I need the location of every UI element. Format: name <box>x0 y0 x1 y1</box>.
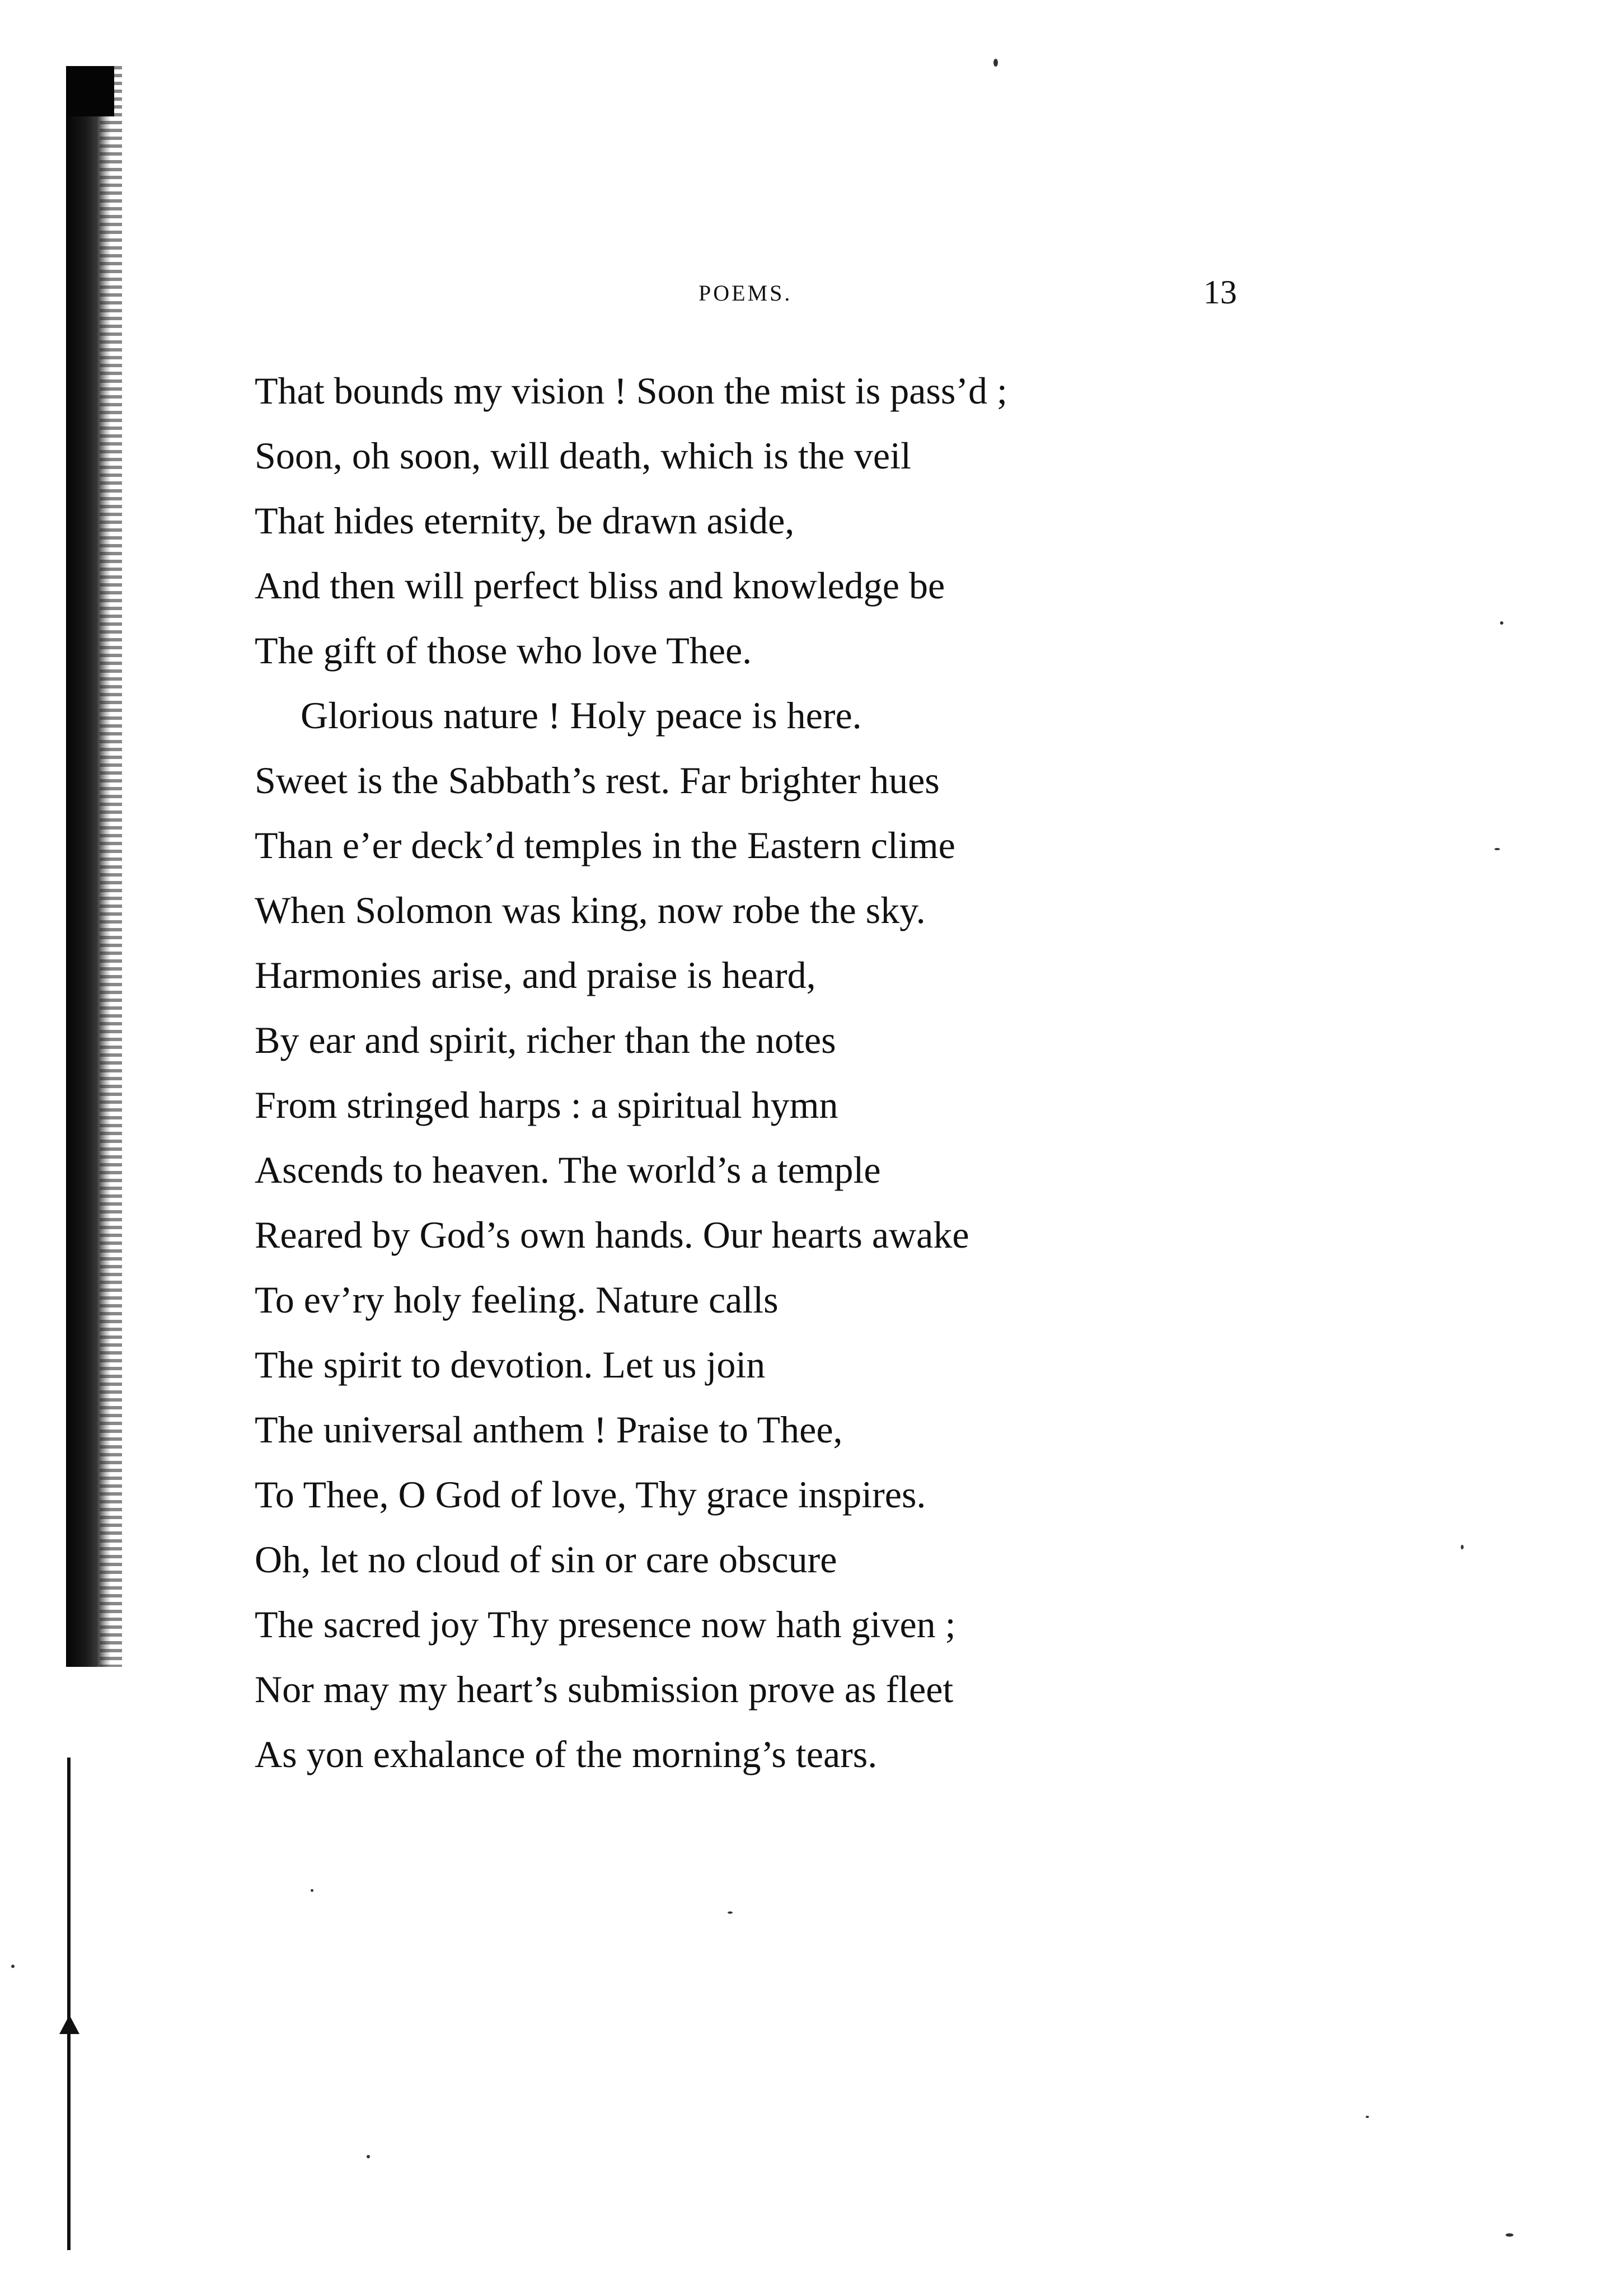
print-speck <box>728 1911 733 1914</box>
poem-line: That bounds my vision ! Soon the mist is pass’d ; <box>255 369 1007 412</box>
poem-line: From stringed harps : a spiritual hymn <box>255 1084 838 1126</box>
print-speck <box>367 2155 370 2158</box>
poem-line: And then will perfect bliss and knowledge be <box>255 564 945 607</box>
poem-line: The sacred joy Thy presence now hath given ; <box>255 1603 956 1646</box>
print-speck <box>1500 621 1503 625</box>
poem-line: By ear and spirit, richer than the notes <box>255 1019 836 1061</box>
print-speck <box>11 1965 15 1968</box>
poem-line: The universal anthem ! Praise to Thee, <box>255 1408 843 1451</box>
poem-line: The gift of those who love Thee. <box>255 629 752 672</box>
poem-line: Ascends to heaven. The world’s a temple <box>255 1149 881 1191</box>
poem-line: Reared by God’s own hands. Our hearts awake <box>255 1213 969 1256</box>
print-speck <box>1506 2233 1513 2237</box>
print-speck <box>1494 848 1500 850</box>
binding-mark-icon <box>59 2015 79 2034</box>
poem-line: Sweet is the Sabbath’s rest. Far brighter hues <box>255 759 940 802</box>
poem-line: To ev’ry holy feeling. Nature calls <box>255 1278 779 1321</box>
poem-line: That hides eternity, be drawn aside, <box>255 499 795 542</box>
print-speck <box>993 59 998 67</box>
print-speck <box>311 1889 313 1892</box>
page-header <box>0 274 1622 313</box>
binding-edge-line <box>67 1758 71 2250</box>
running-head: POEMS. <box>699 280 793 306</box>
poem-line: Glorious nature ! Holy peace is here. <box>301 694 862 737</box>
poem-line: As yon exhalance of the morning’s tears. <box>255 1733 878 1775</box>
poem-line: To Thee, O God of love, Thy grace inspires. <box>255 1473 926 1516</box>
poem-line: The spirit to devotion. Let us join <box>255 1343 766 1386</box>
poem-line: When Solomon was king, now robe the sky. <box>255 889 926 931</box>
poem-line: Than e’er deck’d temples in the Eastern clime <box>255 824 955 866</box>
poem-line: Oh, let no cloud of sin or care obscure <box>255 1538 837 1581</box>
print-speck <box>1461 1545 1464 1549</box>
binding-edge-top <box>66 66 114 116</box>
poem-line: Nor may my heart’s submission prove as fleet <box>255 1668 954 1711</box>
poem-line: Harmonies arise, and praise is heard, <box>255 954 816 996</box>
poem-text <box>255 358 1430 1787</box>
print-speck <box>1366 2116 1369 2118</box>
page-number: 13 <box>1203 274 1237 311</box>
poem-line: Soon, oh soon, will death, which is the veil <box>255 434 911 477</box>
